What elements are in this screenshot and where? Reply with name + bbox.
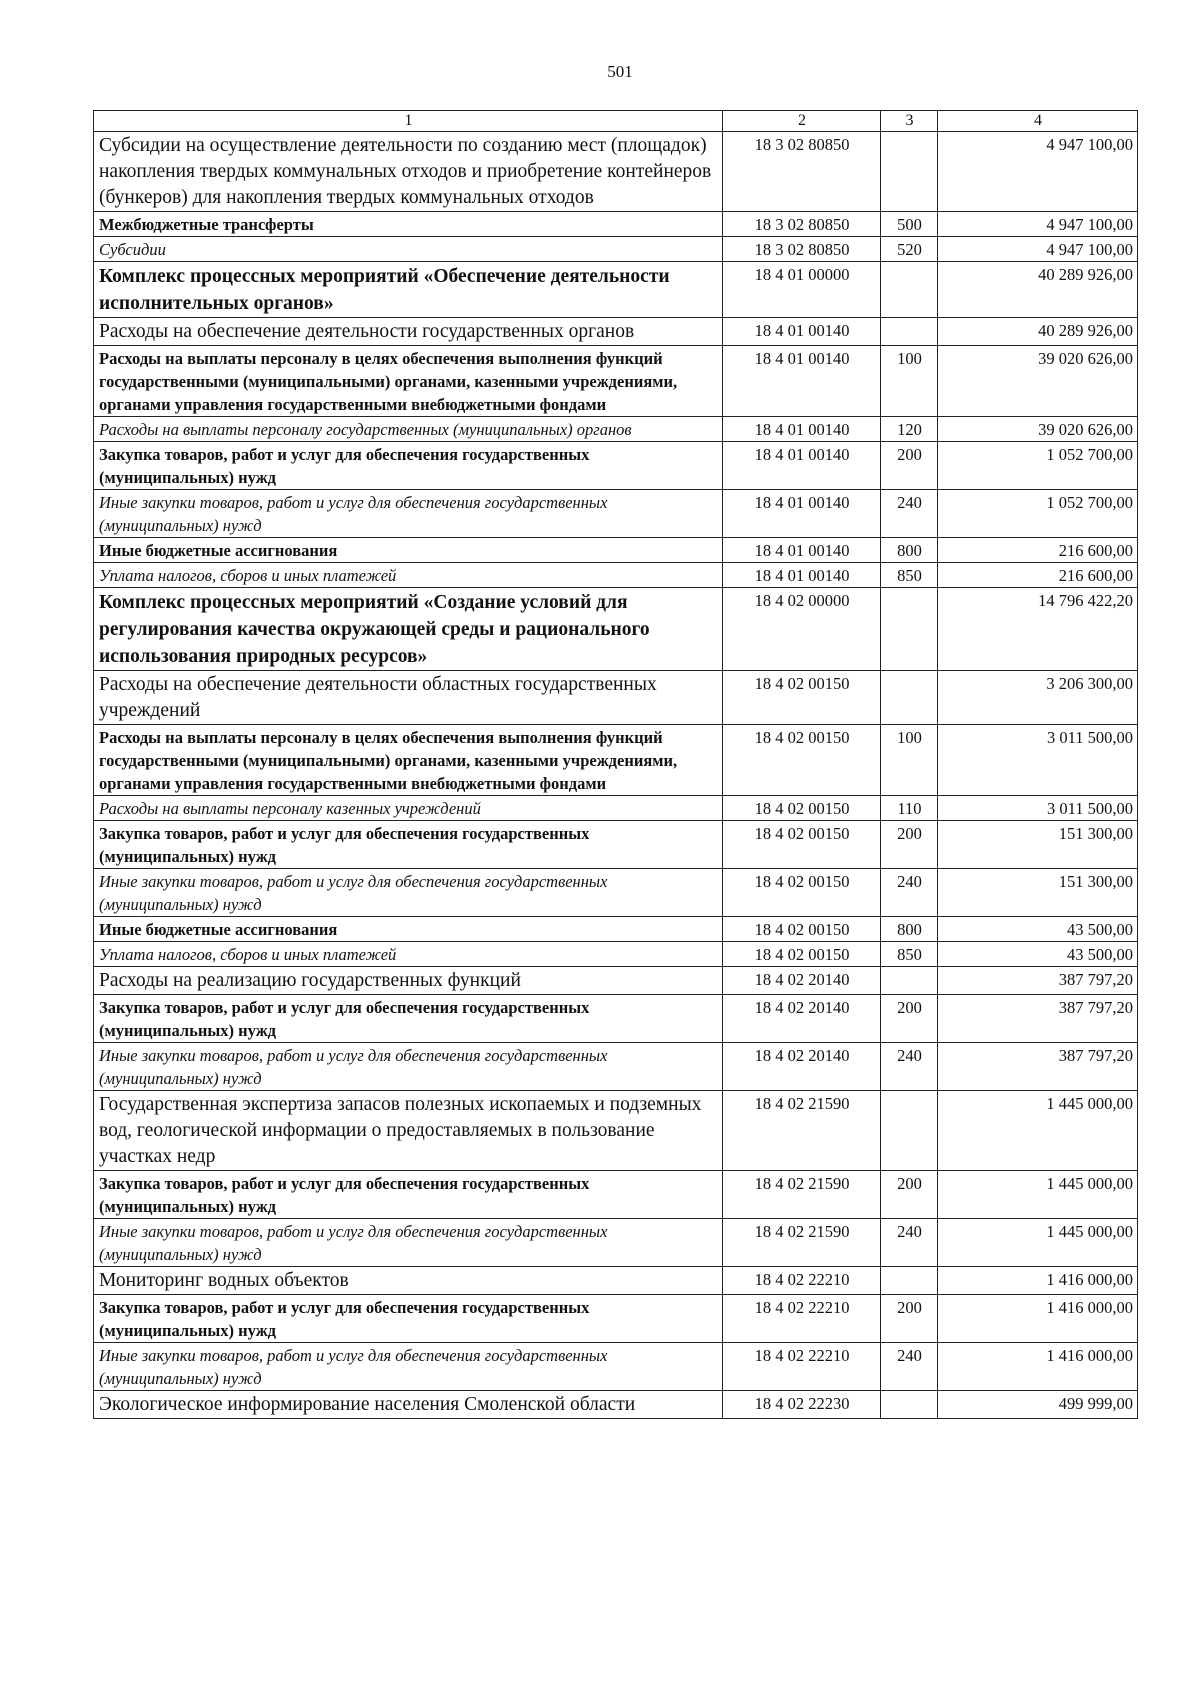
row-description: Расходы на обеспечение деятельности областных государственных учреждений (94, 671, 723, 725)
row-target-code: 18 4 02 00150 (723, 917, 881, 942)
row-description: Расходы на реализацию государственных функций (94, 967, 723, 995)
row-description: Субсидии (94, 237, 723, 262)
row-amount: 151 300,00 (938, 821, 1138, 869)
row-amount: 40 289 926,00 (938, 262, 1138, 318)
row-amount: 39 020 626,00 (938, 417, 1138, 442)
row-expense-type: 200 (881, 821, 938, 869)
row-amount: 39 020 626,00 (938, 346, 1138, 417)
row-target-code: 18 4 02 00150 (723, 942, 881, 967)
row-amount: 14 796 422,20 (938, 588, 1138, 671)
row-target-code: 18 4 02 20140 (723, 995, 881, 1043)
row-description: Закупка товаров, работ и услуг для обеспечения государственных (муниципальных) нужд (94, 821, 723, 869)
column-header-2: 2 (723, 111, 881, 132)
row-description: Мониторинг водных объектов (94, 1267, 723, 1295)
row-amount: 387 797,20 (938, 995, 1138, 1043)
row-amount: 3 011 500,00 (938, 725, 1138, 796)
row-amount: 387 797,20 (938, 1043, 1138, 1091)
row-description: Закупка товаров, работ и услуг для обеспечения государственных (муниципальных) нужд (94, 1295, 723, 1343)
row-expense-type: 200 (881, 1171, 938, 1219)
row-description: Комплекс процессных мероприятий «Обеспечение деятельности исполнительных органов» (94, 262, 723, 318)
row-amount: 387 797,20 (938, 967, 1138, 995)
row-expense-type: 240 (881, 1043, 938, 1091)
row-target-code: 18 4 01 00140 (723, 538, 881, 563)
column-header-4: 4 (938, 111, 1138, 132)
table-row (94, 1091, 1138, 1171)
row-expense-type: 120 (881, 417, 938, 442)
table-row (94, 1043, 1138, 1091)
row-description: Иные закупки товаров, работ и услуг для обеспечения государственных (муниципальных) нужд (94, 1343, 723, 1391)
row-expense-type: 240 (881, 1219, 938, 1267)
row-expense-type: 240 (881, 869, 938, 917)
page-number: 501 (607, 62, 633, 81)
row-expense-type: 200 (881, 1295, 938, 1343)
row-amount: 40 289 926,00 (938, 318, 1138, 346)
row-expense-type: 100 (881, 725, 938, 796)
table-row (94, 346, 1138, 417)
row-target-code: 18 4 02 00150 (723, 671, 881, 725)
row-amount: 4 947 100,00 (938, 212, 1138, 237)
row-expense-type: 110 (881, 796, 938, 821)
table-row (94, 318, 1138, 346)
table-row (94, 869, 1138, 917)
row-amount: 3 206 300,00 (938, 671, 1138, 725)
row-target-code: 18 4 01 00140 (723, 417, 881, 442)
row-target-code: 18 4 01 00140 (723, 318, 881, 346)
row-expense-type (881, 1391, 938, 1419)
table-row (94, 796, 1138, 821)
row-target-code: 18 4 01 00140 (723, 442, 881, 490)
row-amount: 43 500,00 (938, 917, 1138, 942)
row-description: Иные закупки товаров, работ и услуг для обеспечения государственных (муниципальных) нужд (94, 869, 723, 917)
table-row (94, 725, 1138, 796)
row-description: Иные закупки товаров, работ и услуг для обеспечения государственных (муниципальных) нужд (94, 1043, 723, 1091)
row-description: Расходы на выплаты персоналу в целях обеспечения выполнения функций государственными (муниципальными) органами, казенными учреждениями, органами управления государственными внебюджетными фондами (94, 346, 723, 417)
row-expense-type: 200 (881, 442, 938, 490)
table-row (94, 132, 1138, 212)
row-expense-type: 850 (881, 942, 938, 967)
row-target-code: 18 4 01 00140 (723, 346, 881, 417)
row-target-code: 18 3 02 80850 (723, 212, 881, 237)
row-target-code: 18 4 02 00150 (723, 725, 881, 796)
row-expense-type (881, 262, 938, 318)
row-target-code: 18 4 01 00140 (723, 563, 881, 588)
row-target-code: 18 4 01 00140 (723, 490, 881, 538)
table-row (94, 1391, 1138, 1419)
row-description: Иные закупки товаров, работ и услуг для обеспечения государственных (муниципальных) нужд (94, 1219, 723, 1267)
row-expense-type (881, 671, 938, 725)
row-expense-type: 800 (881, 538, 938, 563)
row-target-code: 18 4 02 00000 (723, 588, 881, 671)
table-row (94, 1219, 1138, 1267)
row-expense-type: 100 (881, 346, 938, 417)
row-amount: 1 445 000,00 (938, 1091, 1138, 1171)
table-row (94, 1295, 1138, 1343)
table-row (94, 563, 1138, 588)
row-expense-type: 240 (881, 1343, 938, 1391)
row-description: Уплата налогов, сборов и иных платежей (94, 942, 723, 967)
row-amount: 1 052 700,00 (938, 490, 1138, 538)
row-target-code: 18 4 02 21590 (723, 1091, 881, 1171)
row-description: Иные бюджетные ассигнования (94, 917, 723, 942)
row-target-code: 18 4 02 20140 (723, 967, 881, 995)
row-description: Закупка товаров, работ и услуг для обеспечения государственных (муниципальных) нужд (94, 995, 723, 1043)
row-target-code: 18 4 02 22230 (723, 1391, 881, 1419)
row-description: Расходы на выплаты персоналу казенных учреждений (94, 796, 723, 821)
table-row (94, 442, 1138, 490)
row-description: Закупка товаров, работ и услуг для обеспечения государственных (муниципальных) нужд (94, 442, 723, 490)
row-target-code: 18 3 02 80850 (723, 237, 881, 262)
row-description: Межбюджетные трансферты (94, 212, 723, 237)
table-row (94, 538, 1138, 563)
row-target-code: 18 4 02 21590 (723, 1219, 881, 1267)
row-expense-type (881, 132, 938, 212)
row-description: Комплекс процессных мероприятий «Создание условий для регулирования качества окружающей среды и рационального использования природных ресурсов» (94, 588, 723, 671)
row-expense-type (881, 318, 938, 346)
row-amount: 4 947 100,00 (938, 132, 1138, 212)
row-target-code: 18 3 02 80850 (723, 132, 881, 212)
row-expense-type: 800 (881, 917, 938, 942)
row-target-code: 18 4 02 00150 (723, 869, 881, 917)
table-row (94, 262, 1138, 318)
row-description: Субсидии на осуществление деятельности по созданию мест (площадок) накопления твердых коммунальных отходов и приобретение контейнеров (бункеров) для накопления твердых коммунальных отходов (94, 132, 723, 212)
table-body (94, 132, 1138, 1419)
table-row (94, 1267, 1138, 1295)
row-target-code: 18 4 02 22210 (723, 1295, 881, 1343)
row-expense-type (881, 588, 938, 671)
table-row (94, 917, 1138, 942)
table-row (94, 671, 1138, 725)
row-amount: 1 445 000,00 (938, 1219, 1138, 1267)
table-row (94, 212, 1138, 237)
row-description: Уплата налогов, сборов и иных платежей (94, 563, 723, 588)
row-description: Расходы на выплаты персоналу в целях обеспечения выполнения функций государственными (муниципальными) органами, казенными учреждениями, органами управления государственными внебюджетными фондами (94, 725, 723, 796)
row-target-code: 18 4 02 22210 (723, 1267, 881, 1295)
row-amount: 1 445 000,00 (938, 1171, 1138, 1219)
row-amount: 1 416 000,00 (938, 1295, 1138, 1343)
table-row (94, 967, 1138, 995)
table-row (94, 237, 1138, 262)
row-amount: 151 300,00 (938, 869, 1138, 917)
row-expense-type (881, 967, 938, 995)
column-header-3: 3 (881, 111, 938, 132)
row-expense-type: 850 (881, 563, 938, 588)
row-amount: 43 500,00 (938, 942, 1138, 967)
row-description: Закупка товаров, работ и услуг для обеспечения государственных (муниципальных) нужд (94, 1171, 723, 1219)
row-description: Расходы на выплаты персоналу государственных (муниципальных) органов (94, 417, 723, 442)
row-expense-type: 240 (881, 490, 938, 538)
table-row (94, 1171, 1138, 1219)
row-amount: 4 947 100,00 (938, 237, 1138, 262)
row-description: Экологическое информирование населения Смоленской области (94, 1391, 723, 1419)
row-target-code: 18 4 02 22210 (723, 1343, 881, 1391)
budget-table (93, 110, 1138, 1419)
row-amount: 216 600,00 (938, 563, 1138, 588)
row-description: Государственная экспертиза запасов полезных ископаемых и подземных вод, геологической информации о предоставляемых в пользование участках недр (94, 1091, 723, 1171)
row-target-code: 18 4 02 21590 (723, 1171, 881, 1219)
row-description: Расходы на обеспечение деятельности государственных органов (94, 318, 723, 346)
row-amount: 1 052 700,00 (938, 442, 1138, 490)
table-row (94, 821, 1138, 869)
table-header (94, 111, 1138, 132)
header-row (94, 111, 1138, 132)
row-amount: 3 011 500,00 (938, 796, 1138, 821)
row-expense-type (881, 1091, 938, 1171)
row-description: Иные бюджетные ассигнования (94, 538, 723, 563)
table-row (94, 942, 1138, 967)
table-row (94, 995, 1138, 1043)
row-expense-type: 500 (881, 212, 938, 237)
row-expense-type: 200 (881, 995, 938, 1043)
row-target-code: 18 4 02 00150 (723, 821, 881, 869)
row-amount: 499 999,00 (938, 1391, 1138, 1419)
row-target-code: 18 4 02 00150 (723, 796, 881, 821)
table-row (94, 490, 1138, 538)
row-description: Иные закупки товаров, работ и услуг для обеспечения государственных (муниципальных) нужд (94, 490, 723, 538)
row-expense-type: 520 (881, 237, 938, 262)
row-amount: 216 600,00 (938, 538, 1138, 563)
row-amount: 1 416 000,00 (938, 1343, 1138, 1391)
table-row (94, 588, 1138, 671)
table-row (94, 417, 1138, 442)
row-target-code: 18 4 02 20140 (723, 1043, 881, 1091)
row-target-code: 18 4 01 00000 (723, 262, 881, 318)
row-amount: 1 416 000,00 (938, 1267, 1138, 1295)
row-expense-type (881, 1267, 938, 1295)
table-row (94, 1343, 1138, 1391)
column-header-1: 1 (94, 111, 723, 132)
